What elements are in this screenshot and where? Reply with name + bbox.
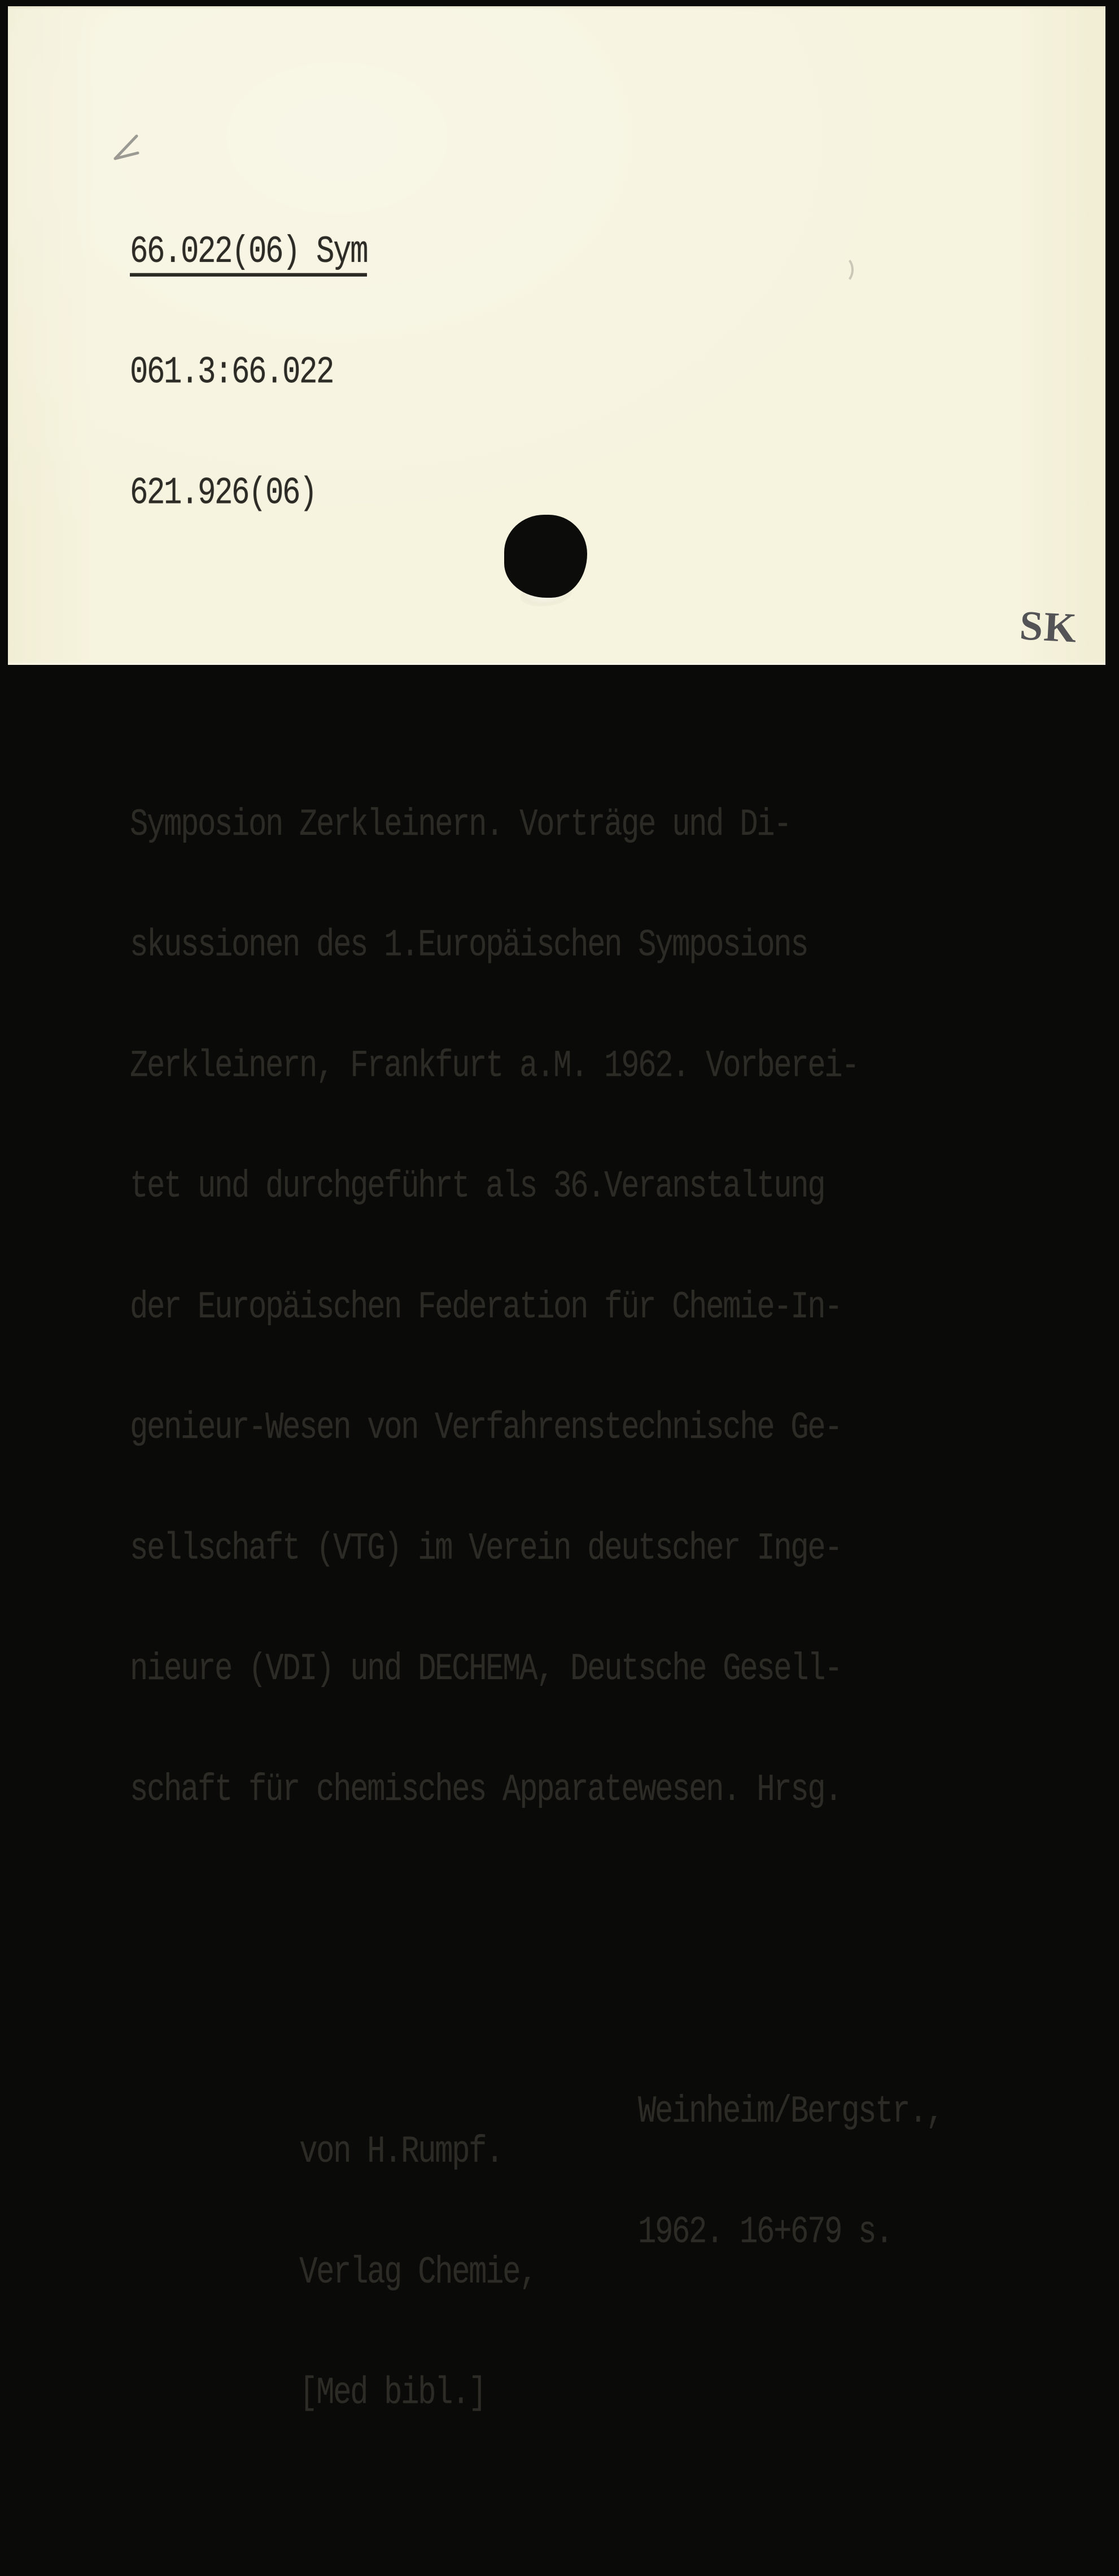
call-number-line-2: 061.3:66.022 (130, 351, 334, 395)
sk-stamp: SK (1018, 602, 1079, 652)
body-line: Symposion Zerkleinern. Vorträge und Di- (130, 803, 791, 847)
bibliographic-description (130, 725, 1011, 1891)
body-line: sellschaft (VTG) im Verein deutscher Inge- (130, 1527, 842, 1571)
editor-name: von H.Rumpf. (299, 2131, 503, 2174)
imprint-row (130, 2211, 1011, 2294)
body-line: Zerkleinern, Frankfurt a.M. 1962. Vorberei- (130, 1045, 859, 1088)
body-line: genieur-Wesen von Verfahrenstechnische Ge- (130, 1407, 842, 1450)
publisher-name: Verlag Chemie, (299, 2251, 537, 2294)
holding-note: [Med bibl.] (299, 2372, 486, 2415)
body-line: tet und durchgeführt als 36.Veranstaltung (130, 1166, 825, 1209)
classification-number-underlined: 66.022(06) Sym (130, 232, 367, 277)
punch-hole-circle (504, 515, 587, 598)
body-line: der Europäischen Federation für Chemie-In- (130, 1286, 842, 1329)
body-line: schaft für chemisches Apparatewesen. Hrsg. (130, 1768, 842, 1812)
imprint-row (130, 2333, 1011, 2415)
imprint-row (130, 2090, 1011, 2174)
body-line: skussionen des 1.Europäischen Symposions (130, 924, 808, 967)
punch-hole (504, 515, 587, 603)
publication-place: Weinheim/Bergstr., (638, 2090, 943, 2133)
imprint-block (130, 2012, 1011, 2454)
call-number-line-1 (130, 232, 1011, 272)
body-line: nieure (VDI) und DECHEMA, Deutsche Gesell- (130, 1648, 842, 1692)
catalog-card (8, 6, 1105, 2415)
publication-year-pages: 1962. 16+679 s. (638, 2211, 893, 2254)
call-number-line-3: 621.926(06) (130, 472, 317, 515)
typewritten-text-block (130, 31, 1011, 2574)
